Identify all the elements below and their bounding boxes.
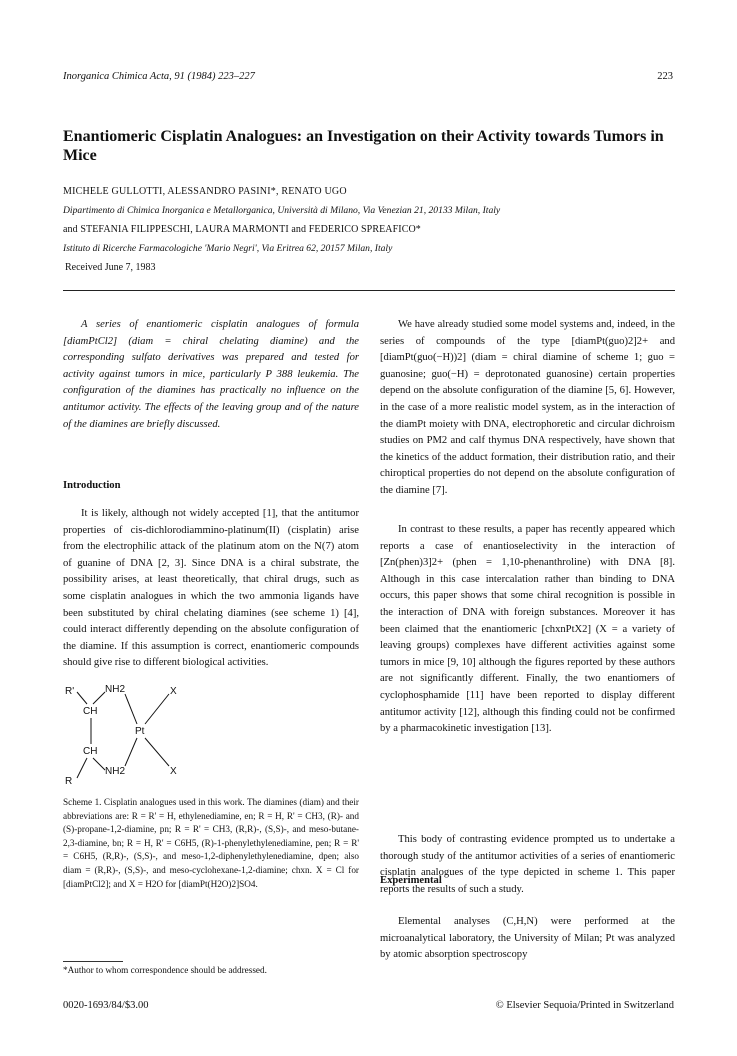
right-paragraph-1: We have already studied some model systems and, indeed, in the series of compounds of the type [diamPt(guo)2]2+ and [diamPt(guo(−H))2] (diam = chiral diamine of scheme 1; guo = guanosine; guo(−H) = deprotonated guanosine) certain properties depend on the absolute configuration of the diamine [5, 6]. However, in the case of a more realistic model system, as in the interaction of the diamPt moiety with DNA, electrophoretic and circular dichroism studies on PM2 and calf thymus DNA respectively, have shown that the kinetics of the adduct formation, their distribution ratio, and their chiroptical properties do not depend on the absolute configuration of the diamine [7]. xyxy=(380,319,675,496)
affiliation-1: Dipartimento di Chimica Inorganica e Metallorganica, Università di Milano, Via Venezian 21, 20133 Milan, Italy xyxy=(63,205,501,216)
right-paragraph-4: Elemental analyses (C,H,N) were performed at the microanalytical laboratory, the University of Milan; Pt was analyzed by atomic absorption spectroscopy xyxy=(380,916,675,961)
scheme-label-ch-bottom: CH xyxy=(83,746,98,757)
scheme-label-x-top: X xyxy=(170,686,177,697)
footnote: *Author to whom correspondence should be addressed. xyxy=(63,965,267,975)
introduction-heading: Introduction xyxy=(63,480,121,491)
scheme-label-r-prime: R' xyxy=(65,686,75,697)
scheme-label-nh2-top: NH2 xyxy=(105,684,126,695)
scheme-1-structure xyxy=(63,680,233,790)
experimental-heading: Experimental xyxy=(380,875,442,886)
right-paragraph-2: In contrast to these results, a paper has recently appeared which reports a case of enantioselectivity in the interaction of [Zn(phen)3]2+ (phen = 1,10-phenanthroline) with DNA [8]. Although in this case intercalation rather than binding to DNA occurs, this paper shows that some chiral recognition is possible in the interaction of DNA with foreign substances. Moreover it has been claimed that the enantiomeric [chxnPtX2] (X = a variety of leaving groups) complexes have different activities against some tumors in mice [9, 10] although the figures reported by these authors are not significantly different. Finally, the two enantiomers of cyclophosphamide [11] have been reported to display different antitumor activity [12], although this finding could not be confirmed by a pharmacokinetic investigation [13]. xyxy=(380,524,675,735)
header-rule xyxy=(63,290,675,291)
received-date: Received June 7, 1983 xyxy=(65,262,156,273)
footnote-rule xyxy=(63,961,123,962)
scheme-label-ch-top: CH xyxy=(83,706,98,717)
scheme-label-x-bottom: X xyxy=(170,766,177,777)
issn-price: 0020-1693/84/$3.00 xyxy=(63,1000,149,1011)
introduction-paragraph: It is likely, although not widely accepted [1], that the antitumor properties of cis-dichlorodiammino-platinum(II) (cisplatin) arise from the electrophilic attack of the platinum atom on the N(7) atom of guanine of DNA [2, 3]. Since DNA is a chiral substrate, the possibility arises, at least theoretically, that chiral drugs, such as some cisplatin analogues in which the two ammonia ligands have been substituted by chiral chelating diamines (see scheme 1) [4], could interact differently depending on the absolute configuration of the diamine. If this assumption is correct, enantiomeric compounds should give rise to different biological activities. xyxy=(63,508,359,669)
scheme-label-nh2-bottom: NH2 xyxy=(105,766,126,777)
authors-group-2: and STEFANIA FILIPPESCHI, LAURA MARMONTI and FEDERICO SPREAFICO* xyxy=(63,224,421,235)
page-number: 223 xyxy=(657,71,673,82)
authors-group-1: MICHELE GULLOTTI, ALESSANDRO PASINI*, RENATO UGO xyxy=(63,186,347,197)
affiliation-2: Istituto di Ricerche Farmacologiche 'Mario Negri', Via Eritrea 62, 20157 Milan, Italy xyxy=(63,243,393,254)
scheme-label-r: R xyxy=(65,776,73,787)
copyright: © Elsevier Sequoia/Printed in Switzerland xyxy=(495,1000,674,1011)
scheme-label-pt: Pt xyxy=(135,726,145,737)
right-paragraph-3: This body of contrasting evidence prompted us to undertake a thorough study of the antitumor activities of a series of enantiomeric cisplatin analogues of the type depicted in scheme 1. This paper reports the results of such a study. xyxy=(380,834,675,895)
abstract: A series of enantiomeric cisplatin analogues of formula [diamPtCl2] (diam = chiral chelating diamine) and the corresponding sulfato derivatives was prepared and tested for activity against tumors in mice, particularly P 388 leukemia. The configuration of the diamines has practically no influence on the antitumor activity. The effects of the leaving group and of the nature of the diamines are briefly discussed. xyxy=(63,319,359,430)
scheme-caption: Scheme 1. Cisplatin analogues used in this work. The diamines (diam) and their abbreviations are: R = R' = H, ethylenediamine, en; R = H, R' = CH3, (R)- and (S)-propane-1,2-diamine, pn; R = R' = CH3, (R,R)-, (S,S)-, and meso-butane-2,3-diamine, bn; R = H, R' = C6H5, (R)-1-phenylethylenediamine, pen; R = R' = C6H5, (R,R)-, (S,S)-, and meso-1,2-diphenylethylenediamine, dpen; also diam = (R,R)-, (S,S)-, and meso-cyclohexane-1,2-diamine; chxn. X = Cl for [diamPtCl2]; and X = H2O for [diamPt(H2O)2]SO4. xyxy=(63,797,359,889)
journal-citation: Inorganica Chimica Acta, 91 (1984) 223–227 xyxy=(63,71,255,82)
article-title: Enantiomeric Cisplatin Analogues: an Investigation on their Activity towards Tumors in Mice xyxy=(63,128,664,164)
